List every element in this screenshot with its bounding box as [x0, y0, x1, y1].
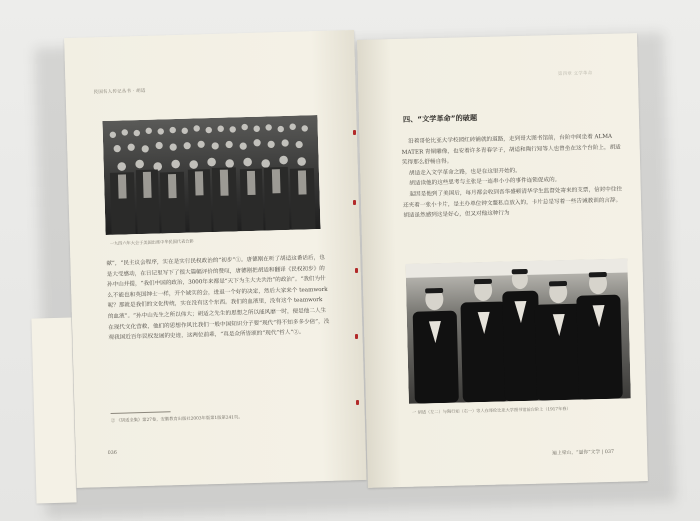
left-paragraph: 献”，“民主议会程序，实在是实行民权政治的“初步”①。唐德刚在听了胡适这番话后，也是大受感动，在日记里写下了很大篇幅评价的赞叹，唐德刚把胡适和翻译《民权初步》的孙中山并提，“我们中国的政治，3000年来都是“天下为主大夫共治”的政治”。“我们为什么不能也和英国绅士一样，开个诚实的会，进退一个好的决定，然后大家来个 teamwork 呢？那就是我们的文化传统，实在没有这个东西。我们的血液里，没有这个 teamwork 的血液”。“孙中山先生之所以伟大；胡适之先生的思想之所以能风靡一时，便是他二人生在现代文化营救，他们的思想作风比我们一般中国知识分子要“现代”得不知多多少倍”，没观我国近百年民权发展的史迹，这两位前辈，“真是众所皆颂的“现代”哲人”②。 — [106, 254, 330, 342]
right-paragraph: 胡适读他的这些思考与主张是一连串小小的事件连锁促成的。 — [409, 177, 561, 188]
right-page — [357, 33, 648, 488]
left-footnote: ② 《胡适全集》第27卷，安徽教育出版社2003年版第1版第241页。 — [110, 415, 243, 424]
section-title: 四、“文学革命”的破题 — [402, 113, 478, 124]
left-page — [64, 30, 366, 488]
footnote-rule — [111, 411, 171, 414]
right-paragraph: 沿着哥伦比亚大学校园红砖铺就的道路，走到哥大图书馆前，台阶中间坐着 ALMA MATER 青铜雕像，也安着许多青春学子，胡适和陶行知等人也曾坐在这个台阶上，胡适笑得那么舒畅自得。 — [401, 133, 621, 167]
gutter-binding-thread — [355, 334, 358, 339]
right-group-photo — [405, 258, 630, 403]
right-body-text — [401, 132, 625, 222]
right-paragraph: 起因是他到了美国后，每月都会收到吾华盛顿清华学生监督处寄来的支票，信封中往往还夹着一张小卡片，是主办单位钟文鳌私自放入的，卡片总是写着一些告诫教训的言辞。胡适虽然感到这是好心，但又对他这种行为 — [402, 186, 623, 220]
right-photo-caption: 一 胡适（左二）与陶行知（右一）等人在哥伦比亚大学图书馆前台阶上（1917年春） — [412, 405, 571, 415]
right-running-head: 第四章 文学革命 — [557, 71, 593, 78]
inserted-sheets — [31, 317, 76, 503]
right-page-number: 遍上梁山，“逼你”文学 | 037 — [552, 449, 615, 457]
left-running-head: 民国名人传记丛书 · 胡适 — [93, 88, 146, 96]
gutter-binding-thread — [355, 268, 358, 273]
gutter-binding-thread — [356, 400, 359, 405]
left-photo-caption: 一九四六年大会于美国出席中华民国代表合影 — [109, 238, 194, 246]
gutter-binding-thread — [353, 130, 356, 135]
left-group-photo — [102, 115, 320, 235]
left-page-number: 036 — [107, 450, 117, 457]
left-body-text — [106, 253, 330, 344]
right-paragraph: 胡适走入文学革命之路，也是在这里开始的。 — [408, 167, 521, 177]
gutter-binding-thread — [353, 200, 356, 205]
